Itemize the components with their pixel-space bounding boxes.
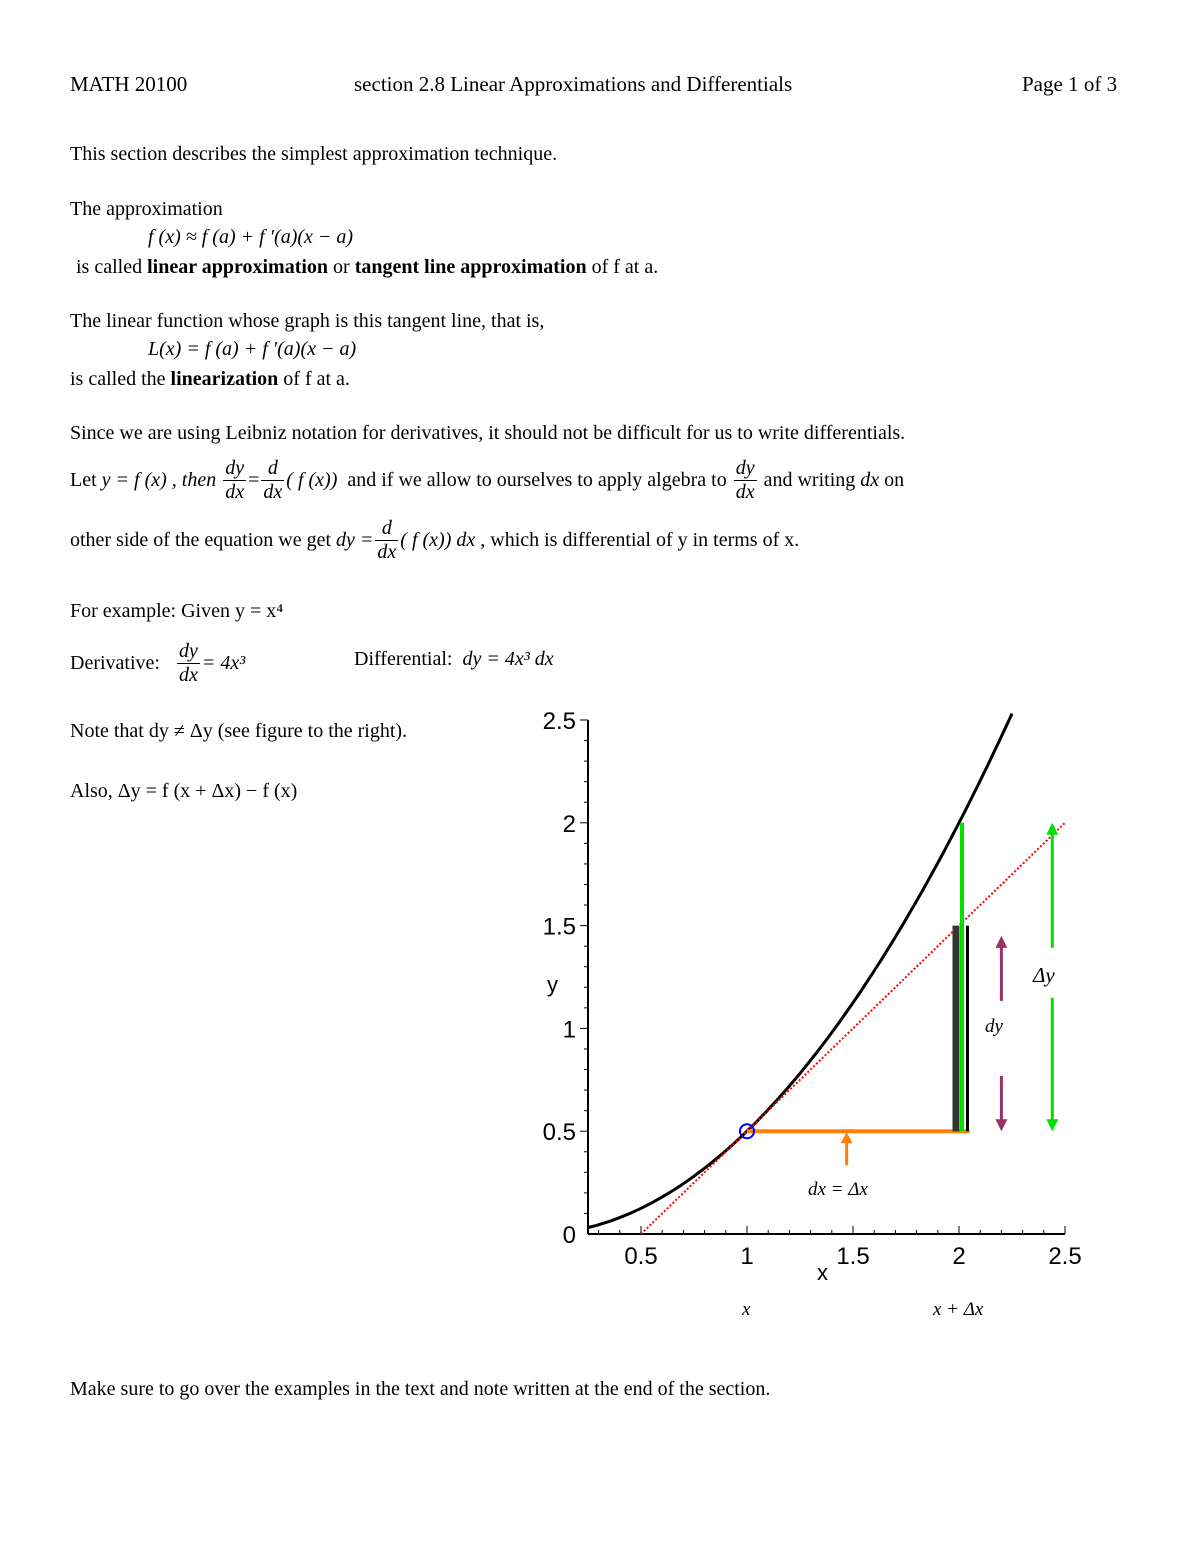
dy-arrow-head-up	[995, 936, 1007, 948]
x-axis-label: x	[817, 1260, 828, 1285]
dy-dx-fraction: $\frac{dy}{dx}$	[225, 456, 245, 503]
x-tick-label: 1.5	[836, 1243, 870, 1270]
approx-description: is called linear approximation or tangent line approximation of f at a.	[76, 256, 659, 278]
y-tick-label: 2.5	[542, 708, 576, 735]
linear-lead: The linear function whose graph is this tangent line, that is,	[70, 310, 545, 332]
dy-dx-fraction-2: $\frac{dy}{dx}$	[735, 456, 755, 503]
y-axis-label: y	[547, 972, 558, 997]
approx-lead: The approximation	[70, 198, 223, 220]
x-tick-label: 2.5	[1048, 1243, 1082, 1270]
term-linearization: linearization	[170, 368, 279, 390]
d-dx-fraction-3: $\frac{d}{dx}$	[377, 516, 397, 563]
delta-y-arrow-head-up	[1046, 823, 1058, 835]
intro-text: This section describes the simplest approximation technique.	[70, 143, 558, 165]
dx-label: dx = Δx	[808, 1179, 868, 1200]
delta-y-label: Δy	[1033, 963, 1055, 987]
approx-formula: f (x) ≈ f (a) + f ′(a)(x − a)	[148, 226, 354, 248]
differential-figure	[510, 700, 1100, 1340]
differential-line: Differential: dy = 4x³ dx	[354, 648, 554, 670]
course-code: MATH 20100	[70, 72, 188, 96]
leibniz-text: Since we are using Leibniz notation for derivatives, it should not be difficult for us to write differentials.	[70, 422, 906, 444]
linearization-formula: L(x) = f (a) + f ′(a)(x − a)	[148, 338, 357, 360]
term-tangent-line-approximation: tangent line approximation	[354, 256, 587, 278]
y-tick-label: 1.5	[542, 913, 576, 941]
term-linear-approximation: linear approximation	[147, 256, 329, 278]
y-tick-label: 0.5	[542, 1119, 576, 1147]
y-tick-label: 2	[562, 810, 576, 838]
x-tick-label: 1	[740, 1243, 754, 1270]
leibniz-equation-line: Let y = f (x) , then $\frac{dy}{dx}$ = $\frac{d}{dx}$ ( f (x)) and if we allow to ourselves to apply algebra to $\frac{dy}{dx}$ and writing dx on	[70, 456, 905, 503]
dx-arrow-head	[841, 1132, 853, 1143]
x-tick-label: 2	[952, 1243, 966, 1270]
derivative-line: Derivative: $\frac{dy}{dx}$ = 4x³	[70, 639, 246, 686]
x-plus-dx-label: x + Δx	[933, 1299, 984, 1320]
dy-label: dy	[985, 1016, 1003, 1037]
page-number: Page 1 of 3	[1022, 72, 1118, 96]
note-text: Note that dy ≠ Δy (see figure to the right).	[70, 720, 408, 742]
y-tick-label: 0	[562, 1222, 576, 1249]
x-position-label: x	[742, 1299, 751, 1320]
y-tick-label: 1	[562, 1016, 576, 1044]
x-tick-label: 0.5	[624, 1243, 658, 1270]
example-text: For example: Given y = x⁴	[70, 600, 284, 622]
footer-note: Make sure to go over the examples in the text and note written at the end of the section.	[70, 1378, 771, 1400]
chart-plot	[588, 714, 1065, 1234]
differential-equation-line: other side of the equation we get dy = $\frac{d}{dx}$ ( f (x)) dx , which is differential of y in terms of x.	[70, 516, 800, 563]
delta-y-arrow-head-down	[1046, 1119, 1058, 1131]
section-title: section 2.8 Linear Approximations and Differentials	[354, 72, 793, 96]
linearization-description: is called the linearization of f at a.	[70, 368, 350, 390]
d-dx-fraction: $\frac{d}{dx}$	[263, 456, 283, 503]
dy-arrow-head-down	[995, 1119, 1007, 1131]
also-text: Also, Δy = f (x + Δx) − f (x)	[70, 780, 298, 802]
function-curve	[588, 714, 1012, 1228]
